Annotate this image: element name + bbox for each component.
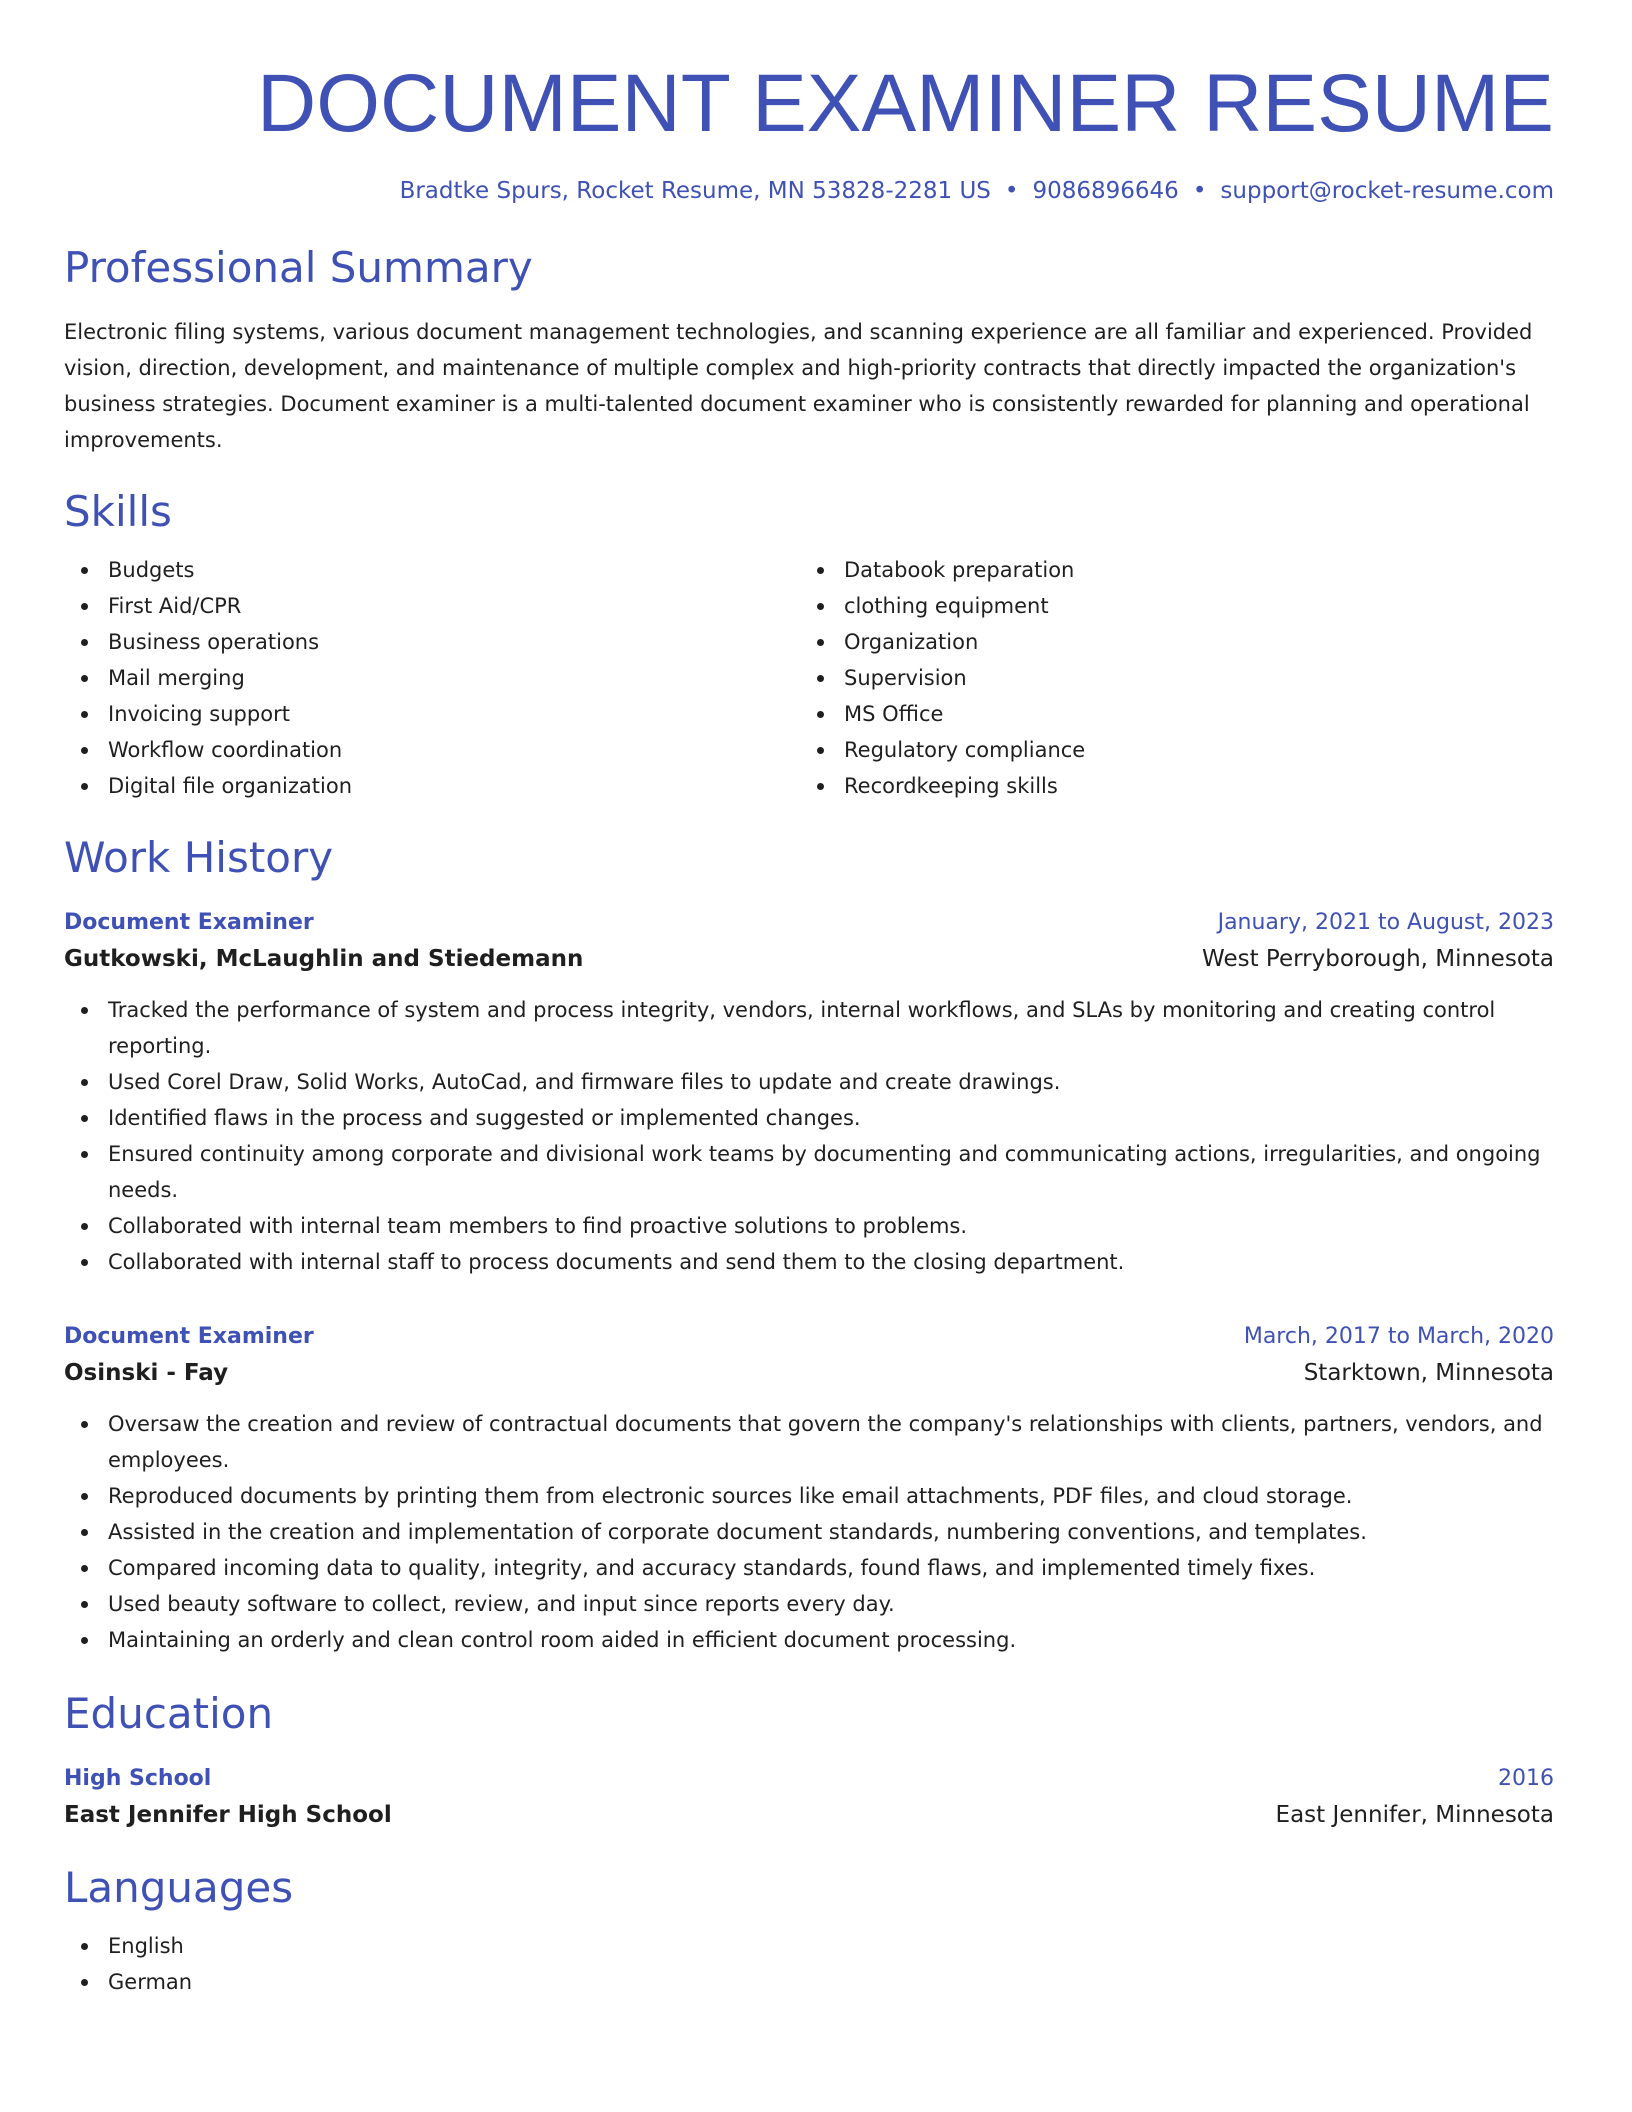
language-item: German	[108, 1964, 1554, 2000]
job-dates: March, 2017 to March, 2020	[1243, 1324, 1554, 1349]
contact-separator: •	[1192, 178, 1207, 204]
contact-line	[64, 176, 1554, 206]
skill-item: Digital file organization	[108, 768, 800, 804]
contact-separator: •	[1004, 178, 1019, 204]
summary-text: Electronic filing systems, various document management technologies, and scanning experience are all familiar and experienced. Provided vision, direction, development, and maintenance of multiple complex and high-priority contracts that directly impacted the organization's business strategies. Document examiner is a multi-talented document examiner who is consistently rewarded for planning and operational improvements.	[64, 320, 1533, 452]
job-bullet: Maintaining an orderly and clean control room aided in efficient document processing.	[108, 1622, 1554, 1658]
job-entry	[64, 906, 1554, 1280]
job-title: Document Examiner	[64, 910, 314, 935]
education-school: East Jennifer High School	[64, 1802, 392, 1828]
job-company-row	[64, 940, 1554, 978]
skill-item: Regulatory compliance	[844, 732, 1536, 768]
job-entry	[64, 1320, 1554, 1658]
job-bullet: Compared incoming data to quality, integrity, and accuracy standards, found flaws, and implemented timely fixes.	[108, 1550, 1554, 1586]
education-entry	[64, 1762, 1554, 1834]
job-bullet: Tracked the performance of system and process integrity, vendors, internal workflows, and SLAs by monitoring and creating control reporting.	[108, 992, 1554, 1064]
job-bullets	[64, 992, 1554, 1280]
education-location: East Jennifer, Minnesota	[1275, 1802, 1554, 1828]
resume-title: DOCUMENT EXAMINER RESUME	[257, 58, 1554, 149]
skill-item: First Aid/CPR	[108, 588, 800, 624]
skill-item: clothing equipment	[844, 588, 1536, 624]
education-heading: Education	[64, 1689, 274, 1738]
languages-list	[64, 1928, 1554, 2000]
language-item: English	[108, 1928, 1554, 1964]
job-bullet: Identified flaws in the process and suggested or implemented changes.	[108, 1100, 1554, 1136]
education-header-row	[64, 1762, 1554, 1796]
skill-item: Mail merging	[108, 660, 800, 696]
skills-heading: Skills	[64, 487, 172, 536]
contact-address: Bradtke Spurs, Rocket Resume, MN 53828-2281 US	[399, 178, 991, 204]
languages-heading: Languages	[64, 1863, 294, 1912]
skill-item: Business operations	[108, 624, 800, 660]
skill-item: Organization	[844, 624, 1536, 660]
job-bullet: Collaborated with internal team members to find proactive solutions to problems.	[108, 1208, 1554, 1244]
education-year: 2016	[1498, 1766, 1554, 1791]
job-company-row	[64, 1354, 1554, 1392]
job-dates: January, 2021 to August, 2023	[1217, 910, 1554, 935]
job-location: West Perryborough, Minnesota	[1202, 946, 1554, 972]
job-bullet: Oversaw the creation and review of contractual documents that govern the company's relationships with clients, partners, vendors, and employees.	[108, 1406, 1554, 1478]
job-header-row	[64, 906, 1554, 940]
skill-item: Invoicing support	[108, 696, 800, 732]
education-school-row	[64, 1796, 1554, 1834]
skill-item: Workflow coordination	[108, 732, 800, 768]
contact-phone: 9086896646	[1032, 178, 1179, 204]
skill-item: Recordkeeping skills	[844, 768, 1536, 804]
skill-item: Supervision	[844, 660, 1536, 696]
education-degree: High School	[64, 1766, 212, 1791]
job-bullet: Assisted in the creation and implementation of corporate document standards, numbering conventions, and templates.	[108, 1514, 1554, 1550]
job-company: Osinski - Fay	[64, 1360, 229, 1386]
resume-page	[64, 0, 1554, 2000]
job-header-row	[64, 1320, 1554, 1354]
skill-item: Databook preparation	[844, 552, 1536, 588]
job-bullet: Collaborated with internal staff to process documents and send them to the closing department.	[108, 1244, 1554, 1280]
job-title: Document Examiner	[64, 1324, 314, 1349]
job-location: Starktown, Minnesota	[1303, 1360, 1554, 1386]
skills-list-right	[800, 552, 1536, 804]
job-bullet: Ensured continuity among corporate and divisional work teams by documenting and communicating actions, irregularities, and ongoing needs.	[108, 1136, 1554, 1208]
job-bullets	[64, 1406, 1554, 1658]
skill-item: MS Office	[844, 696, 1536, 732]
job-bullet: Used beauty software to collect, review, and input since reports every day.	[108, 1586, 1554, 1622]
skills-grid	[64, 552, 1554, 804]
job-company: Gutkowski, McLaughlin and Stiedemann	[64, 946, 584, 972]
job-bullet: Used Corel Draw, Solid Works, AutoCad, and firmware files to update and create drawings.	[108, 1064, 1554, 1100]
work-history-heading: Work History	[64, 833, 334, 882]
skill-item: Budgets	[108, 552, 800, 588]
contact-email: support@rocket-resume.com	[1220, 178, 1554, 204]
summary-heading: Professional Summary	[64, 243, 533, 292]
job-bullet: Reproduced documents by printing them from electronic sources like email attachments, PDF files, and cloud storage.	[108, 1478, 1554, 1514]
skills-list-left	[64, 552, 800, 804]
